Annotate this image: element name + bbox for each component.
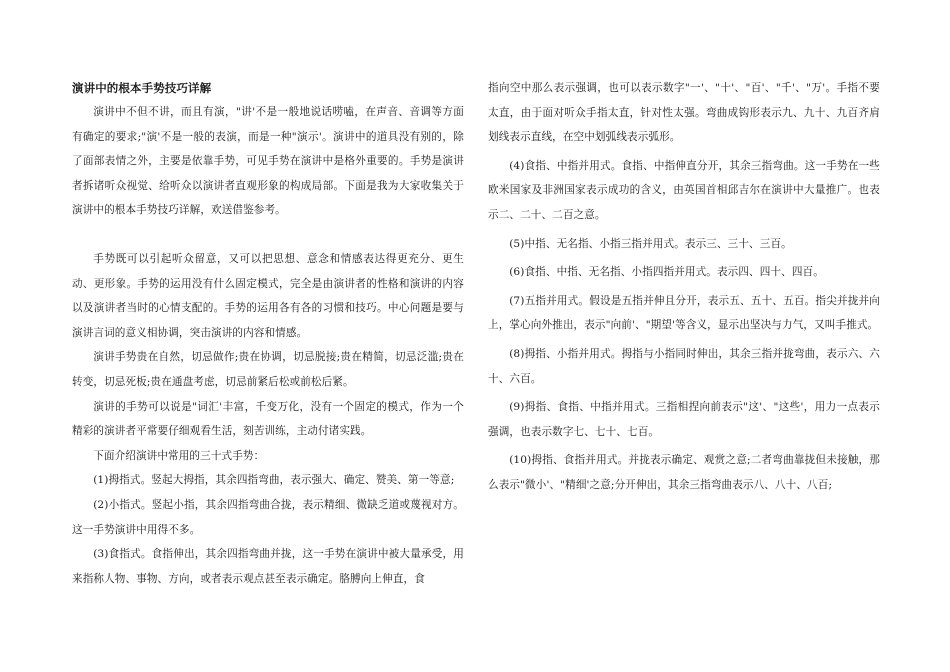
document-title: 演讲中的根本手势技巧详解 <box>72 81 212 95</box>
intro-paragraph: 演讲中不但不讲，而且有演，"讲'不是一般地说话唠嗑，在声音、音调等方面有确定的要求;"演'不是一般的表演，而是一种"演示'。演讲中的道具没有别的，除了面部表情之外，主要是依靠手势，可见手势在演讲中是格外重要的。手势是演讲者拆诸听众视觉、给听众以演讲者直观形象的构成局部。下面是我为大家收集关于演讲中的根本手势技巧详解，欢送借鉴参考。 <box>72 106 464 217</box>
gesture-item: (7)五指并用式。假设是五指并伸且分开，表示五、五十、五百。指尖并拢并向上，掌心向外推出，表示"向前'、"期望'等含义，显示出坚决与力气，又叫手推式。 <box>488 294 880 332</box>
gesture-item: (1)拇指式。竖起大拇指，其余四指弯曲，表示强大、确定、赞美、第一等意; <box>93 474 455 487</box>
right-column <box>488 76 880 502</box>
gesture-item: (5)中指、无名指、小指三指并用式。表示三、三十、三百。 <box>509 237 792 250</box>
body-paragraph: 演讲的手势可以说是"词汇'丰富，千变万化，没有一个固定的模式，作为一个精彩的演讲者平常要仔细观看生活，刻苦训练，主动付诸实践。 <box>72 400 464 438</box>
gesture-item: (6)食指、中指、无名指、小指四指并用式。表示四、四十、四百。 <box>509 266 824 279</box>
body-paragraph: 手势既可以引起听众留意，又可以把思想、意念和情感表达得更充分、更生动、更形象。手势的运用没有什么固定模式，完全是由演讲者的性格和演讲的内容以及演讲者当时的心情支配的。手势的运用各有各的习惯和技巧。中心问题是要与演讲言词的意义相协调，突击演讲的内容和情感。 <box>72 252 464 339</box>
continued-paragraph: 指向空中那么表示强调，也可以表示数字"一'、"十'、"百'、"千'、"万'。手指不要太直，由于面对听众手指太直，针对性太强。弯曲成钩形表示九、九十、九百齐肩划线表示直线，在空中划弧线表示弧形。 <box>488 82 880 144</box>
body-paragraph: 演讲手势贵在自然，切忌做作;贵在协调，切忌脱接;贵在精简，切忌泛滥;贵在转变，切忌死板;贵在通盘考虑，切忌前紧后松或前松后紧。 <box>72 351 464 388</box>
body-paragraph: 下面介绍演讲中常用的三十式手势： <box>93 449 265 462</box>
gesture-item: (3)食指式。食指伸出，其余四指弯曲并拢，这一手势在演讲中被大量承受，用来指称人物、事物、方向，或者表示观点甚至表示确定。胳膊向上伸直，食 <box>72 548 464 585</box>
left-column <box>72 76 464 591</box>
gesture-item: (9)拇指、食指、中指并用式。三指相捏向前表示"这'、"这些'，用力一点表示强调，也表示数字七、七十、七百。 <box>488 401 880 438</box>
gesture-item: (4)食指、中指并用式。食指、中指伸直分开，其余三指弯曲。这一手势在一些欧米国家及非洲国家表示成功的含义，由英国首相邱吉尔在演讲中大量推广。也表示二、二十、二百之意。 <box>488 159 880 221</box>
gesture-item: (10)拇指、食指并用式。并拢表示确定、观赏之意;二者弯曲靠拢但未接触，那么表示"微小'、"精细'之意;分开伸出，其余三指弯曲表示八、八十、八百; <box>488 454 880 491</box>
gesture-item: (8)拇指、小指并用式。拇指与小指同时伸出，其余三指并拢弯曲，表示六、六十、六百。 <box>488 347 880 385</box>
gesture-item: (2)小指式。竖起小指，其余四指弯曲合拢，表示精细、微缺乏道或蔑视对方。这一手势演讲中用得不多。 <box>72 498 464 536</box>
